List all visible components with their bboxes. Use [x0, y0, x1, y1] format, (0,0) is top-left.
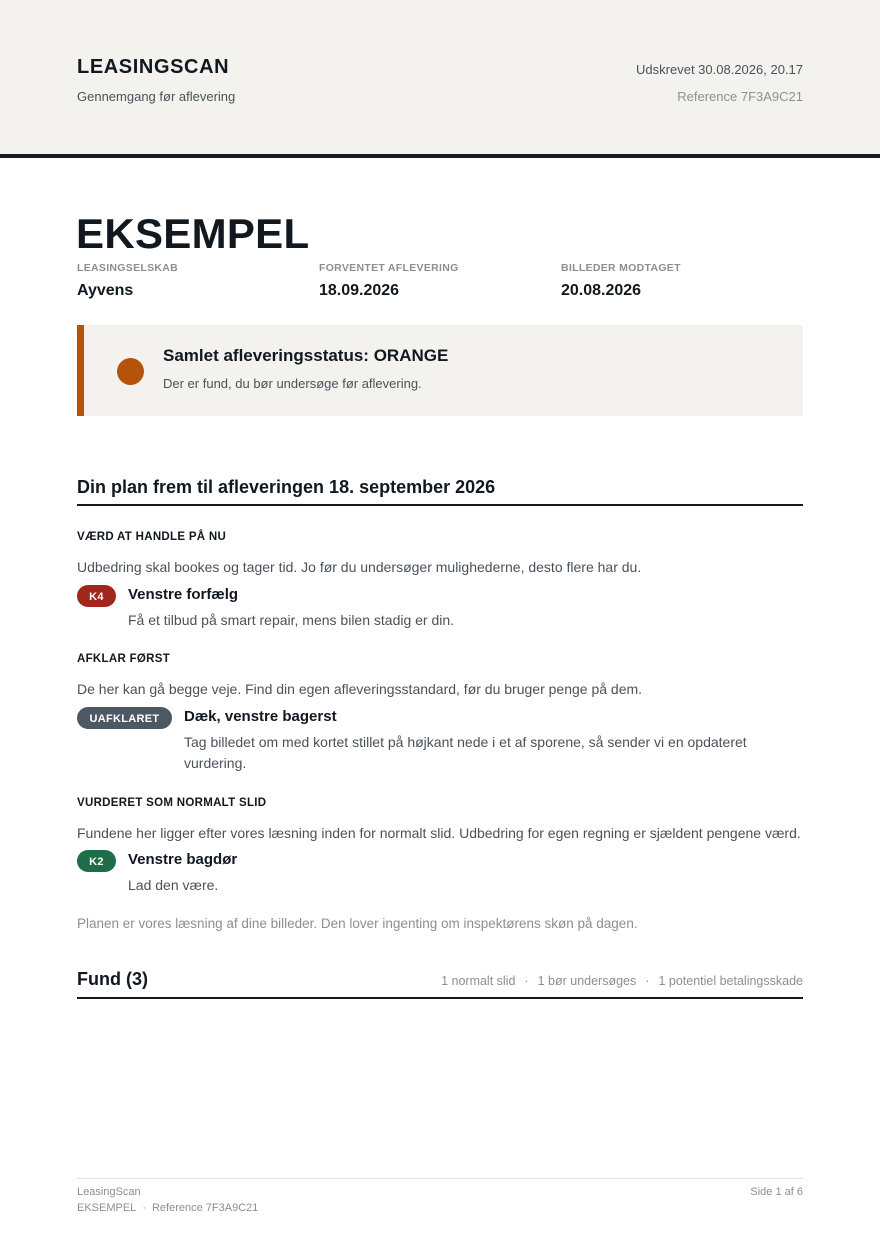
meta-value: Ayvens	[77, 282, 134, 299]
status-description: Der er fund, du bør undersøge før aflevering.	[163, 376, 422, 391]
meta-label: LEASINGSELSKAB	[77, 262, 179, 274]
group-heading-clarify-first: AFKLAR FØRST	[77, 653, 171, 665]
summary-separator: ·	[524, 974, 529, 988]
finding-advice: Lad den være.	[128, 877, 219, 893]
findings-summary	[441, 974, 803, 988]
brand-subtitle: Gennemgang før aflevering	[77, 89, 236, 104]
group-intro: De her kan gå begge veje. Find din egen afleveringsstandard, før du bruger penge på dem.	[77, 681, 643, 697]
group-heading-normal-wear: VURDERET SOM NORMALT SLID	[77, 797, 267, 809]
plan-disclaimer: Planen er vores læsning af dine billeder. Den lover ingenting om inspektørens skøn på dagen.	[77, 916, 638, 931]
footer-reference-line	[77, 1202, 258, 1214]
meta-label: FORVENTET AFLEVERING	[319, 262, 459, 274]
report-header	[0, 0, 880, 154]
footer-brand: LeasingScan	[77, 1186, 141, 1198]
findings-heading: Fund (3)	[77, 969, 148, 989]
severity-badge-k4: K4	[77, 585, 116, 607]
summary-should-investigate: 1 bør undersøges	[537, 974, 637, 988]
printed-timestamp: Udskrevet 30.08.2026, 20.17	[636, 62, 803, 77]
meta-value: 18.09.2026	[319, 282, 400, 299]
group-heading-act-now: VÆRD AT HANDLE PÅ NU	[77, 531, 227, 543]
header-reference: Reference 7F3A9C21	[677, 89, 803, 104]
footer-separator: ·	[142, 1202, 146, 1214]
finding-advice: Tag billedet om med kortet stillet på højkant nede i et af sporene, så sender vi en opdateret vurdering.	[184, 734, 747, 771]
findings-heading-rule	[77, 997, 803, 999]
plan-heading: Din plan frem til afleveringen 18. september 2026	[77, 477, 496, 497]
status-indicator-dot	[117, 358, 144, 385]
finding-title: Dæk, venstre bagerst	[184, 708, 337, 725]
page-number: Side 1 af 6	[750, 1186, 803, 1198]
overall-status-panel	[77, 325, 803, 416]
meta-images-received	[561, 262, 781, 300]
severity-badge-unresolved: UAFKLARET	[77, 707, 172, 729]
finding-advice: Få et tilbud på smart repair, mens bilen stadig er din.	[128, 612, 455, 628]
group-intro: Fundene her ligger efter vores læsning inden for normalt slid. Udbedring for egen regning er sjældent pengene værd.	[77, 825, 801, 841]
meta-label: BILLEDER MODTAGET	[561, 262, 681, 274]
footer-divider	[77, 1178, 803, 1179]
vehicle-plate: EKSEMPEL	[76, 210, 310, 257]
finding-title: Venstre forfælg	[128, 586, 239, 603]
summary-potential-charge: 1 potentiel betalingsskade	[658, 974, 803, 988]
meta-expected-return	[319, 262, 539, 300]
footer-reference: Reference 7F3A9C21	[151, 1202, 259, 1214]
plan-heading-rule	[77, 504, 803, 506]
meta-leasing-company	[77, 262, 297, 300]
status-title: Samlet afleveringsstatus: ORANGE	[163, 346, 449, 365]
brand-name: LEASINGSCAN	[77, 56, 230, 78]
summary-normal-wear: 1 normalt slid	[441, 974, 516, 988]
summary-separator: ·	[645, 974, 650, 988]
severity-badge-k2: K2	[77, 850, 116, 872]
finding-title: Venstre bagdør	[128, 851, 238, 868]
group-intro: Udbedring skal bookes og tager tid. Jo før du undersøger mulighederne, desto flere har du.	[77, 559, 642, 575]
meta-value: 20.08.2026	[561, 282, 642, 299]
footer-plate: EKSEMPEL	[77, 1202, 137, 1214]
header-divider	[0, 154, 880, 158]
